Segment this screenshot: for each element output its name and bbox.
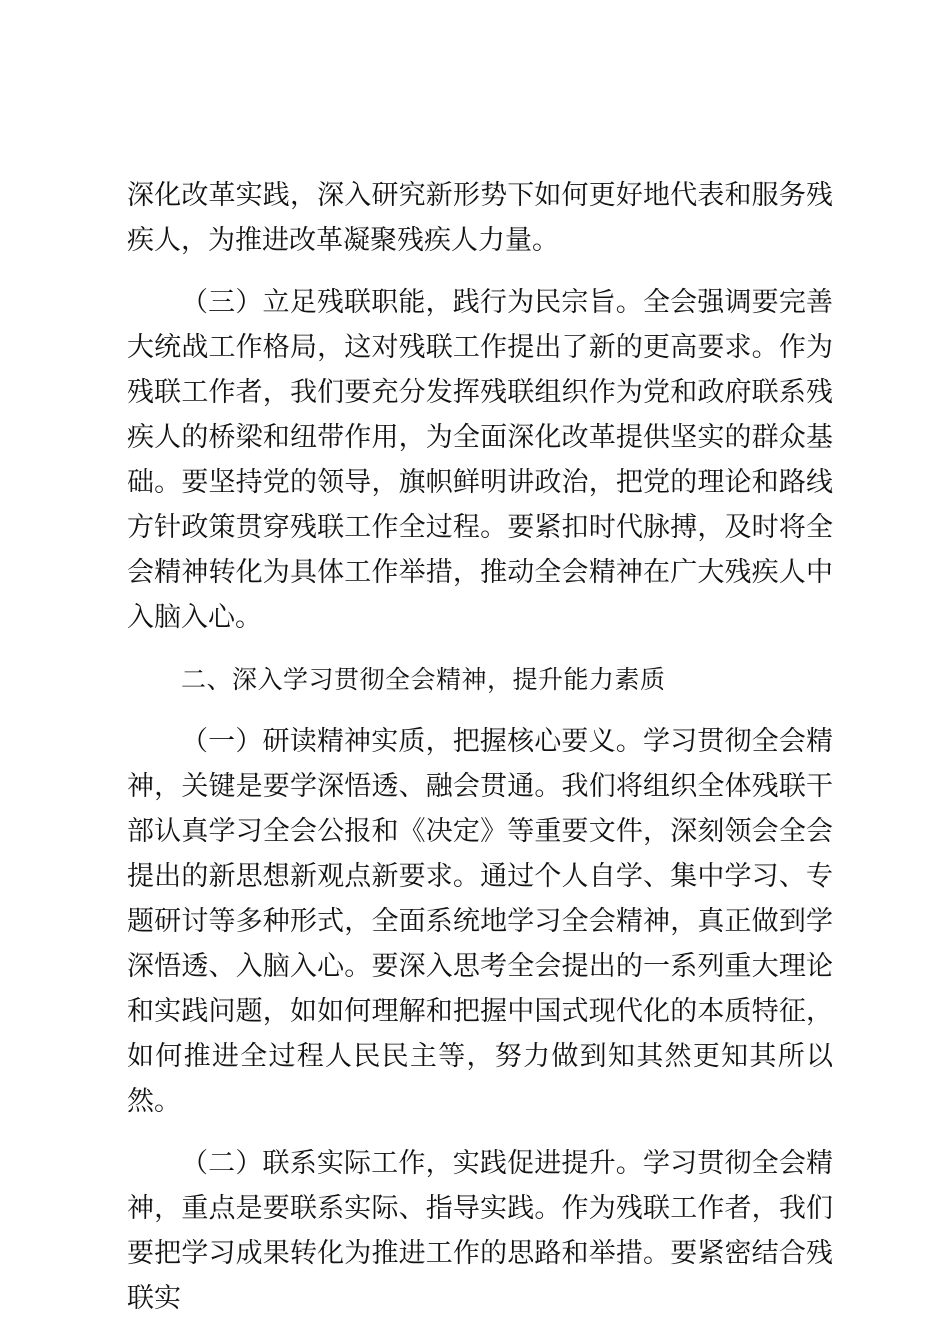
section-heading-two: 二、深入学习贯彻全会精神，提升能力素质 [181,665,666,694]
paragraph-continuation: 深化改革实践，深入研究新形势下如何更好地代表和服务残疾人，为推进改革凝聚残疾人力量。 [127,180,833,256]
paragraph-subsection-two: （二）联系实际工作，实践促进提升。学习贯彻全会精神，重点是要联系实际、指导实践。作为残联工作者，我们要把学习成果转化为推进工作的思路和举措。要紧密结合残联实 [127,1148,833,1314]
document-body [127,173,833,1321]
paragraph-subsection-one: （一）研读精神实质，把握核心要义。学习贯彻全会精神，关键是要学深悟透、融会贯通。我们将组织全体残联干部认真学习全会公报和《决定》等重要文件，深刻领会全会提出的新思想新观点新要求。通过个人自学、集中学习、专题研讨等多种形式，全面系统地学习全会精神，真正做到学深悟透、入脑入心。要深入思考全会提出的一系列重大理论和实践问题，如如何理解和把握中国式现代化的本质特征，如何推进全过程人民民主等，努力做到知其然更知其所以然。 [127,726,833,1117]
paragraph-section-three: （三）立足残联职能，践行为民宗旨。全会强调要完善大统战工作格局，这对残联工作提出了新的更高要求。作为残联工作者，我们要充分发挥残联组织作为党和政府联系残疾人的桥梁和纽带作用，为全面深化改革提供坚实的群众基础。要坚持党的领导，旗帜鲜明讲政治，把党的理论和路线方针政策贯穿残联工作全过程。要紧扣时代脉搏，及时将全会精神转化为具体工作举措，推动全会精神在广大残疾人中入脑入心。 [127,287,833,633]
